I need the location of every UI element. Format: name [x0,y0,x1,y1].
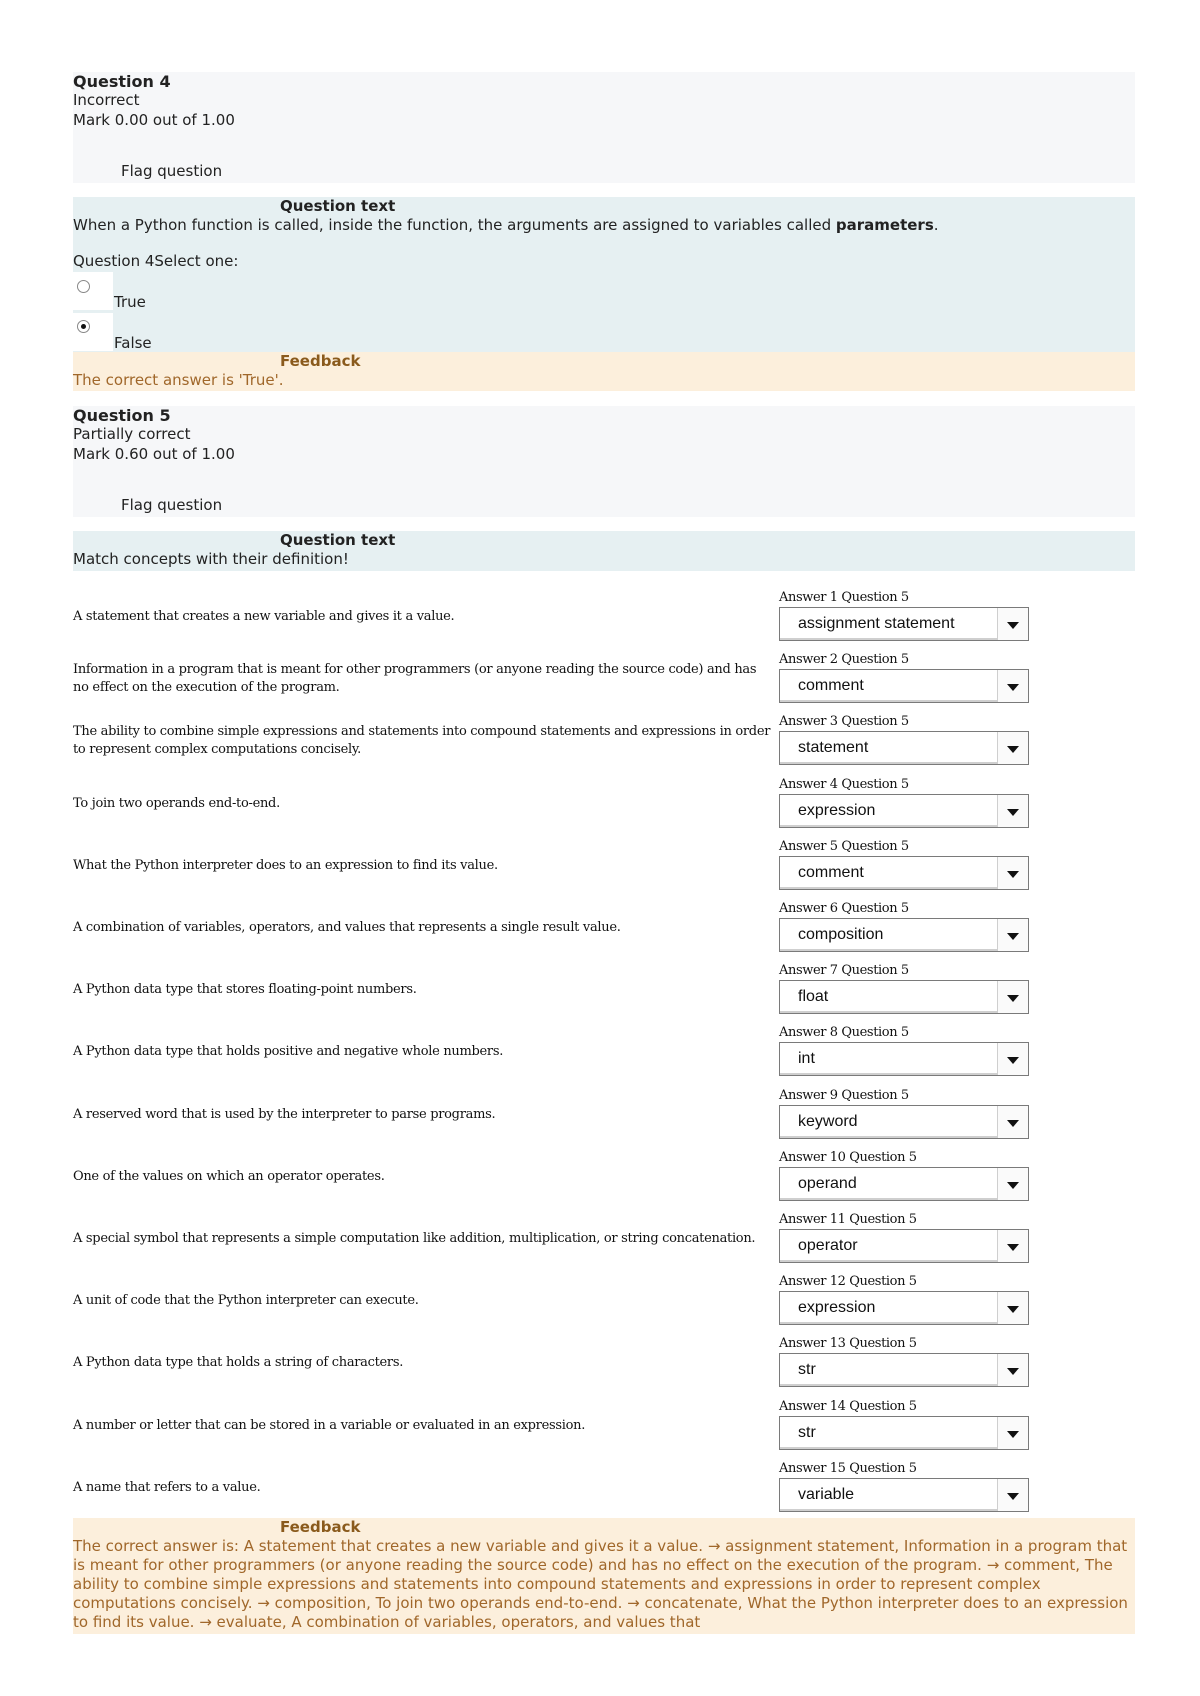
question-4-info [73,72,1135,183]
answer-select[interactable] [779,1291,1029,1325]
definition-text: A Python data type that holds a string of characters. [73,1355,404,1370]
definition-text: To join two operands end-to-end. [73,796,280,811]
answer-select[interactable] [779,918,1029,952]
answer-selected-value: statement [798,739,869,756]
answer-select[interactable] [779,856,1029,890]
answer-select[interactable] [779,1353,1029,1387]
question-4-formulation [73,197,1135,352]
question-text [73,216,939,235]
definition-text: What the Python interpreter does to an expression to find its value. [73,858,498,873]
chevron-down-icon[interactable] [997,981,1028,1013]
definition-text: A Python data type that holds positive and negative whole numbers. [73,1044,504,1059]
answer-select[interactable] [779,1167,1029,1201]
question-text-end: . [933,216,939,234]
answer-label: Answer 12 Question 5 [779,1274,917,1289]
answer-select[interactable] [779,1105,1029,1139]
option-true-label[interactable]: True [114,293,146,311]
answer-label: Answer 10 Question 5 [779,1150,917,1165]
chevron-down-icon[interactable] [997,1168,1028,1200]
definition-text: A unit of code that the Python interpreter can execute. [73,1293,419,1308]
chevron-down-icon[interactable] [997,1043,1028,1075]
chevron-down-icon[interactable] [997,1292,1028,1324]
answer-select[interactable] [779,980,1029,1014]
answer-label: Answer 4 Question 5 [779,777,909,792]
chevron-down-icon[interactable] [997,608,1028,640]
answer-select[interactable] [779,669,1029,703]
feedback-heading: Feedback [280,352,361,370]
radio-box-false [73,313,113,351]
answer-select[interactable] [779,1042,1029,1076]
answer-select[interactable] [779,794,1029,828]
question-number: Question 5 [73,406,171,425]
answer-selected-value: int [798,1050,815,1067]
chevron-down-icon[interactable] [997,1479,1028,1511]
answer-prompt: Question 4Select one: [73,252,239,270]
chevron-down-icon[interactable] [997,1354,1028,1386]
answer-selected-value: expression [798,802,876,819]
answer-label: Answer 8 Question 5 [779,1025,909,1040]
answer-selected-value: operand [798,1175,857,1192]
definition-text: A reserved word that is used by the interpreter to parse programs. [73,1107,496,1122]
radio-true[interactable] [77,280,90,293]
chevron-down-icon[interactable] [997,795,1028,827]
question-state: Partially correct [73,425,191,443]
definition-text: A Python data type that stores floating-point numbers. [73,982,417,997]
chevron-down-icon[interactable] [997,857,1028,889]
answer-label: Answer 5 Question 5 [779,839,909,854]
answer-label: Answer 6 Question 5 [779,901,909,916]
question-5-formulation [73,531,1135,571]
chevron-down-icon[interactable] [997,732,1028,764]
definition-text: A combination of variables, operators, and values that represents a single result value. [73,920,621,935]
answer-label: Answer 3 Question 5 [779,714,909,729]
answer-selected-value: keyword [798,1113,858,1130]
chevron-down-icon[interactable] [997,670,1028,702]
question-text-heading: Question text [280,197,396,215]
answer-selected-value: str [798,1361,816,1378]
answer-label: Answer 13 Question 5 [779,1336,917,1351]
answer-selected-value: composition [798,926,884,943]
question-grade: Mark 0.60 out of 1.00 [73,445,235,463]
answer-select[interactable] [779,1416,1029,1450]
chevron-down-icon[interactable] [997,1106,1028,1138]
flag-question-link[interactable]: Flag question [121,496,223,514]
question-number: Question 4 [73,72,171,91]
question-grade: Mark 0.00 out of 1.00 [73,111,235,129]
answer-select[interactable] [779,1478,1029,1512]
question-state: Incorrect [73,91,140,109]
feedback-text: The correct answer is 'True'. [73,371,284,389]
question-text-heading: Question text [280,531,396,549]
answer-selected-value: operator [798,1237,858,1254]
answer-selected-value: comment [798,864,864,881]
flag-question-link[interactable]: Flag question [121,162,223,180]
answer-selected-value: comment [798,677,864,694]
answer-selected-value: assignment statement [798,615,955,632]
answer-selected-value: str [798,1424,816,1441]
answer-label: Answer 15 Question 5 [779,1461,917,1476]
question-5-feedback [73,1518,1135,1634]
definition-text: A statement that creates a new variable and gives it a value. [73,609,455,624]
definition-text: The ability to combine simple expressions and statements into compound statements and expressions in order to represent complex computations concisely. [73,724,771,757]
answer-select[interactable] [779,607,1029,641]
feedback-text: The correct answer is: A statement that creates a new variable and gives it a value. → assignment statement, Information in a program that is meant for other programmers (or anyone reading the source code) and has no effect on the execution of the program. → comment, The ability to combine simple expressions and statements into compound statements and expressions in order to represent complex computations concisely. → composition, To join two operands end-to-end. → concatenate, What the Python interpreter does to an expression to find its value. → evaluate, A combination of variables, operators, and values that [73,1537,1128,1631]
option-false-label[interactable]: False [114,334,152,352]
chevron-down-icon[interactable] [997,1417,1028,1449]
answer-select[interactable] [779,731,1029,765]
chevron-down-icon[interactable] [997,919,1028,951]
question-4-feedback [73,352,1135,391]
definition-text: A name that refers to a value. [73,1480,261,1495]
answer-label: Answer 1 Question 5 [779,590,909,605]
answer-selected-value: expression [798,1299,876,1316]
chevron-down-icon[interactable] [997,1230,1028,1262]
question-text-part: When a Python function is called, inside the function, the arguments are assigned to variables called [73,216,836,234]
radio-false[interactable] [77,320,90,333]
answer-label: Answer 2 Question 5 [779,652,909,667]
answer-label: Answer 11 Question 5 [779,1212,917,1227]
question-text-keyword: parameters [835,216,934,234]
definition-text: A special symbol that represents a simple computation like addition, multiplication, or string concatenation. [73,1231,756,1246]
answer-label: Answer 7 Question 5 [779,963,909,978]
answer-select[interactable] [779,1229,1029,1263]
definition-text: One of the values on which an operator operates. [73,1169,385,1184]
feedback-heading: Feedback [280,1518,361,1536]
question-5-info [73,406,1135,517]
definition-text: Information in a program that is meant for other programmers (or anyone reading the source code) and has no effect on the execution of the program. [73,662,757,695]
answer-label: Answer 14 Question 5 [779,1399,917,1414]
answer-selected-value: float [798,988,829,1005]
answer-selected-value: variable [798,1486,855,1503]
question-text: Match concepts with their definition! [73,550,349,568]
answer-label: Answer 9 Question 5 [779,1088,909,1103]
definition-text: A number or letter that can be stored in a variable or evaluated in an expression. [73,1418,586,1433]
